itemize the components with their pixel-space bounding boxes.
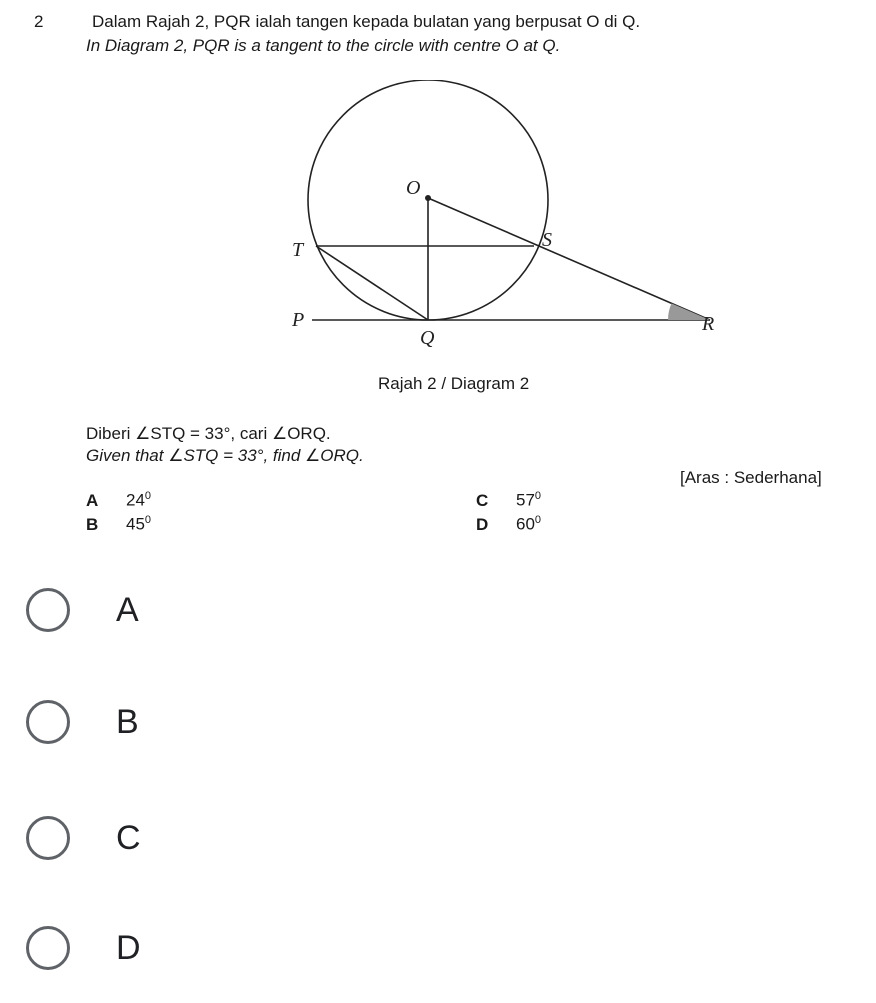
- line-os-r: [428, 198, 710, 320]
- answer-label-c: C: [116, 818, 141, 857]
- option-d: D $60^0$: [476, 514, 542, 534]
- option-a: A $24^0$: [86, 490, 152, 510]
- diagram-caption: Rajah 2 / Diagram 2: [378, 374, 530, 393]
- answer-choice-c[interactable]: [26, 816, 141, 860]
- question-text-english: In Diagram 2, PQR is a tangent to the circle with centre O at Q.: [86, 36, 561, 55]
- difficulty-level: [Aras : Sederhana]: [680, 468, 822, 487]
- centre-dot: [425, 195, 431, 201]
- answer-label-d: D: [116, 928, 141, 967]
- radio-c[interactable]: [26, 816, 70, 860]
- chord-tq: [316, 246, 428, 320]
- answer-choice-d[interactable]: [26, 926, 141, 970]
- question-text-malay: Dalam Rajah 2, PQR ialah tangen kepada bulatan yang berpusat O di Q.: [92, 12, 641, 31]
- radio-a[interactable]: [26, 588, 70, 632]
- label-t: T: [292, 239, 304, 261]
- question-number: 2: [34, 12, 44, 31]
- answer-label-b: B: [116, 702, 139, 741]
- option-c: C $57^0$: [476, 490, 542, 510]
- given-text-english: Given that ∠STQ = 33°, find ∠ORQ.: [86, 446, 364, 465]
- circle-tangent-diagram: [290, 80, 730, 370]
- label-o: O: [406, 177, 421, 199]
- radio-d[interactable]: [26, 926, 70, 970]
- label-s: S: [542, 229, 552, 251]
- given-text-malay: Diberi ∠STQ = 33°, cari ∠ORQ.: [86, 424, 331, 443]
- label-q: Q: [420, 327, 435, 349]
- answer-choice-b[interactable]: [26, 700, 139, 744]
- label-p: P: [292, 309, 305, 331]
- label-r: R: [702, 313, 715, 335]
- radio-b[interactable]: [26, 700, 70, 744]
- answer-choice-a[interactable]: [26, 588, 139, 632]
- answer-label-a: A: [116, 590, 139, 629]
- option-b: B $45^0$: [86, 514, 152, 534]
